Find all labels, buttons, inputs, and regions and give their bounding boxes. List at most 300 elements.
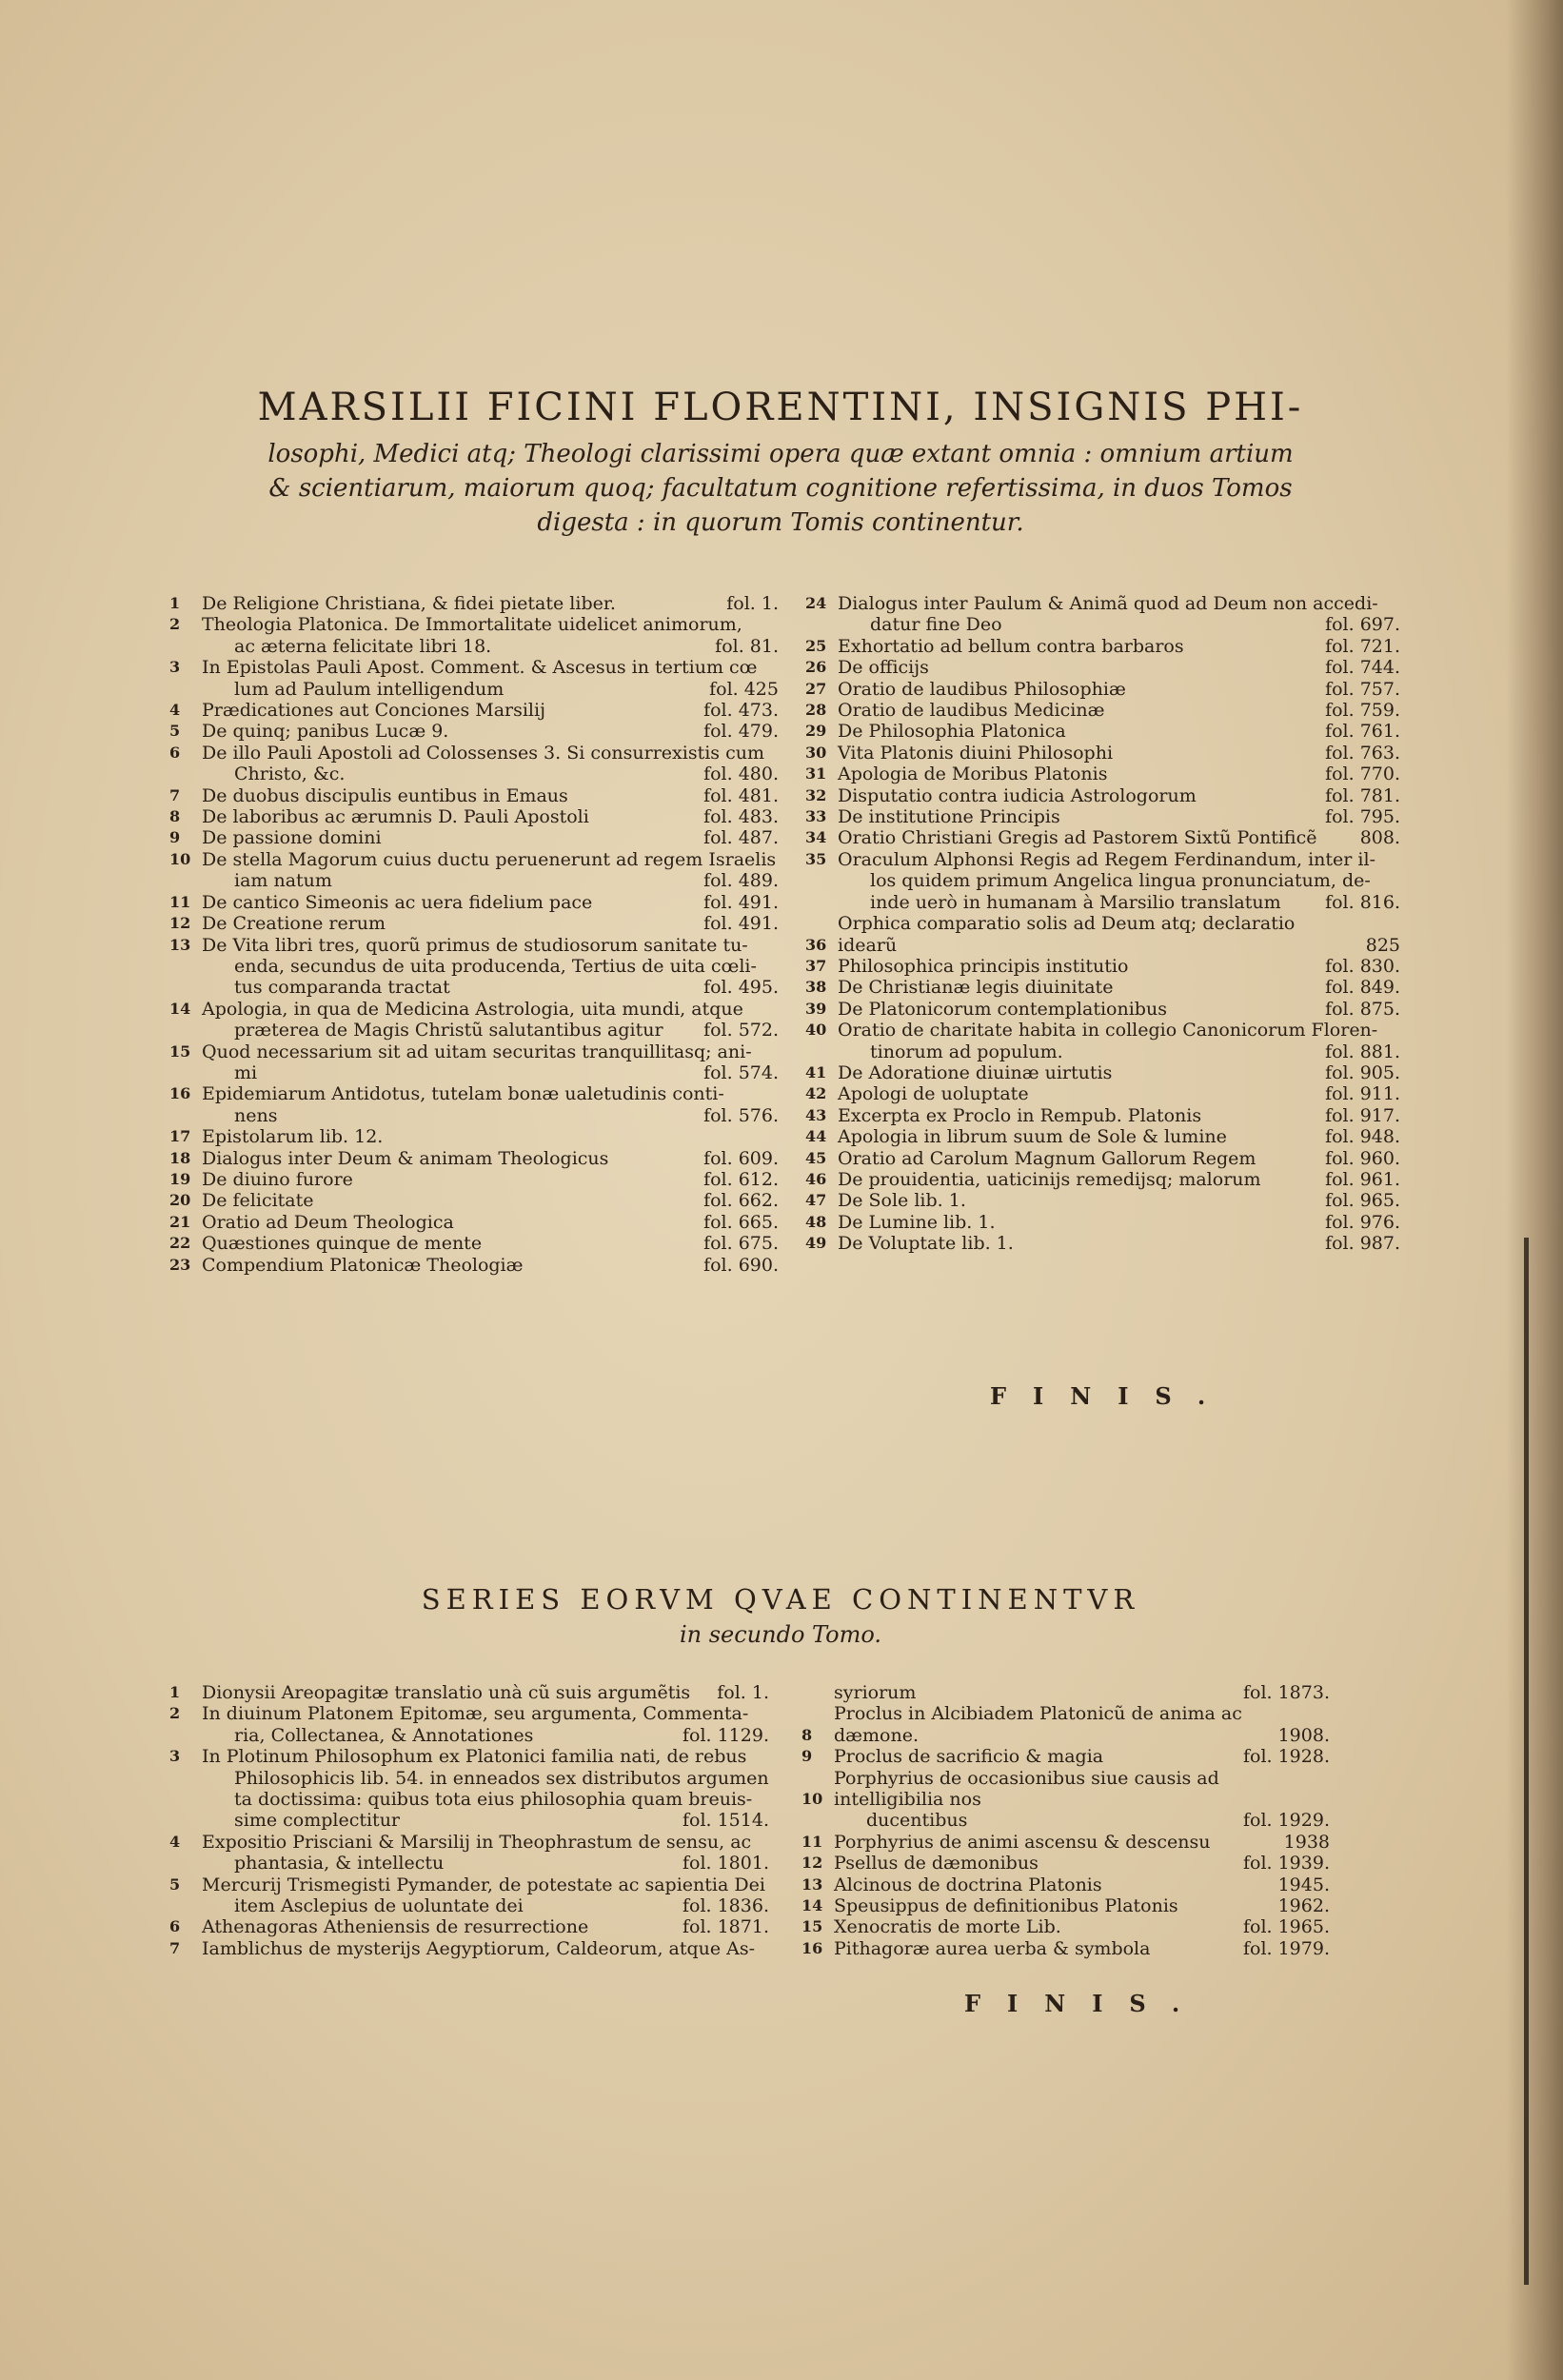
toc-entry [169, 1126, 779, 1147]
toc-entry [169, 1703, 769, 1746]
toc-entry-line [169, 679, 779, 700]
entry-number: 10 [801, 1790, 823, 1809]
toc-entry-line [801, 1895, 1330, 1916]
entry-title: syriorum [834, 1682, 917, 1703]
toc-entry-line [169, 1083, 779, 1104]
toc-entry-line [805, 956, 1400, 977]
toc-entry-line [805, 1083, 1400, 1104]
toc-entry-line [805, 1041, 1400, 1062]
toc-entry-line [805, 913, 1400, 956]
entry-title: Theologia Platonica. De Immortalitate uidelicet animorum, [202, 614, 742, 636]
entry-folio: fol. 759. [1325, 700, 1400, 722]
entry-title: Pithagoræ aurea uerba & symbola [834, 1937, 1151, 1959]
entry-folio: fol. 965. [1325, 1190, 1400, 1212]
toc-entry [801, 1853, 1330, 1874]
toc-entry [169, 721, 779, 742]
entry-folio: fol. 781. [1325, 784, 1400, 806]
entry-number: 27 [805, 679, 827, 698]
entry-number: 41 [805, 1062, 827, 1081]
entry-number: 28 [805, 701, 827, 720]
entry-title: Orphica comparatio solis ad Deum atq; declaratio idearũ [838, 913, 1296, 956]
toc-entry [169, 1874, 769, 1917]
toc-entry [805, 806, 1400, 827]
entry-folio: fol. 961. [1325, 1168, 1400, 1190]
toc-entry [805, 827, 1400, 848]
entry-number: 36 [805, 935, 827, 954]
toc-entry [801, 1938, 1330, 1959]
entry-folio: fol. 483. [703, 806, 779, 828]
entry-title: Philosophicis lib. 54. in enneados sex distributos argumen [234, 1767, 769, 1789]
entry-number: 3 [169, 658, 181, 677]
entry-title: inde uerò in humanam à Marsilio translatum [870, 891, 1281, 913]
toc-entry [805, 1105, 1400, 1126]
entry-number: 7 [169, 1938, 181, 1957]
entry-title: Epistolarum lib. 12. [202, 1126, 384, 1148]
entry-title: Iamblichus de mysterijs Aegyptiorum, Caldeorum, atque As- [202, 1937, 756, 1959]
entry-folio: fol. 1801. [682, 1853, 769, 1874]
toc-entry-line [805, 785, 1400, 806]
toc-entry-line [169, 721, 779, 742]
entry-folio: fol. 665. [703, 1211, 779, 1233]
toc-entry-line [169, 956, 779, 977]
toc-entry-line [805, 999, 1400, 1020]
toc-entry [169, 700, 779, 721]
entry-folio: fol. 662. [703, 1190, 779, 1212]
page-title: MARSILII FICINI FLORENTINI, INSIGNIS PHI- [257, 386, 1304, 429]
toc-entry-line [169, 636, 779, 657]
entry-number: 49 [805, 1234, 827, 1253]
toc-entry [805, 593, 1400, 636]
toc-entry [805, 1233, 1400, 1254]
entry-folio: fol. 830. [1325, 955, 1400, 977]
toc-entry-line [169, 913, 779, 934]
entry-title: Athenagoras Atheniensis de resurrectione [202, 1916, 589, 1938]
toc-entry-line [169, 1746, 769, 1767]
toc-entry-line [169, 1041, 779, 1062]
toc-entry-line [169, 1105, 779, 1126]
toc-entry-line [801, 1682, 1330, 1703]
toc-entry [805, 700, 1400, 721]
entry-number: 35 [805, 849, 827, 868]
toc-entry-line [805, 870, 1400, 891]
series-subtitle: in secundo Tomo. [679, 1621, 882, 1648]
entry-folio: fol. 795. [1325, 806, 1400, 828]
toc-entry [805, 1083, 1400, 1104]
entry-number: 46 [805, 1169, 827, 1188]
entry-folio: fol. 763. [1325, 742, 1400, 764]
toc-entry-line [169, 827, 779, 848]
toc-entry-line [805, 743, 1400, 764]
finis-marker-1: FINIS. [990, 1382, 1233, 1410]
entry-folio: fol. 761. [1325, 721, 1400, 743]
toc-entry [169, 935, 779, 999]
entry-folio: fol. 1979. [1242, 1937, 1330, 1959]
entry-folio: 1938 [1283, 1831, 1330, 1853]
entry-folio: 808. [1359, 827, 1400, 849]
entry-title: Porphyrius de occasionibus siue causis ad intelligibilia nos [834, 1767, 1219, 1811]
toc-entry-line [169, 743, 779, 764]
toc-entry-line [169, 1768, 769, 1789]
toc-entry-line [169, 1212, 779, 1233]
entry-number: 3 [169, 1747, 181, 1766]
entry-folio: fol. 480. [703, 764, 779, 785]
toc-entry-line [169, 764, 779, 784]
entry-number: 17 [169, 1127, 191, 1146]
entry-number: 11 [801, 1832, 823, 1851]
entry-number: 4 [169, 1832, 181, 1851]
entry-title: De Philosophia Platonica [838, 721, 1066, 743]
toc-entry [801, 1703, 1330, 1746]
entry-folio: fol. 690. [703, 1254, 779, 1276]
entry-folio: fol. 1871. [682, 1916, 769, 1938]
entry-title: Porphyrius de animi ascensu & descensu [834, 1831, 1211, 1853]
entry-number: 5 [169, 1874, 181, 1894]
toc-entry [805, 679, 1400, 700]
toc-entry-line [169, 1126, 779, 1147]
entry-folio: fol. 1. [717, 1682, 769, 1703]
entry-title: Apologia in librum suum de Sole & lumine [838, 1126, 1227, 1148]
entry-title: Oratio ad Carolum Magnum Gallorum Regem [838, 1147, 1256, 1169]
toc-entry [805, 1212, 1400, 1233]
entry-folio: fol. 816. [1325, 891, 1400, 913]
entry-number: 1 [169, 1683, 181, 1701]
entry-title: mi [234, 1061, 258, 1083]
toc-entry-line [805, 593, 1400, 614]
entry-folio: fol. 905. [1325, 1061, 1400, 1083]
binding-edge [1524, 1238, 1529, 2285]
entry-number: 40 [805, 1021, 827, 1040]
toc-entry [169, 913, 779, 934]
toc-entry [169, 827, 779, 848]
entry-number: 8 [169, 807, 181, 826]
entry-number: 2 [169, 615, 181, 634]
toc-entry [805, 1126, 1400, 1147]
entry-title: tinorum ad populum. [870, 1041, 1063, 1062]
toc-entry-line [169, 1789, 769, 1810]
toc-entry-line [805, 614, 1400, 635]
finis-marker-2: FINIS. [964, 1990, 1207, 2017]
entry-title: Apologia, in qua de Medicina Astrologia, uita mundi, atque [202, 998, 743, 1020]
entry-title: Proclus in Alcibiadem Platonicũ de anima ac dæmone. [834, 1703, 1242, 1746]
entry-title: De passione domini [202, 827, 382, 849]
toc-entry [169, 657, 779, 700]
entry-folio: fol. 495. [703, 977, 779, 999]
book-spine-shadow [1506, 0, 1563, 2380]
entry-folio: fol. 481. [703, 784, 779, 806]
entry-number: 14 [169, 999, 191, 1018]
entry-title: Epidemiarum Antidotus, tutelam bonæ ualetudinis conti- [202, 1083, 724, 1105]
toc-entry [169, 614, 779, 657]
entry-title: Disputatio contra iudicia Astrologorum [838, 784, 1197, 806]
entry-folio: fol. 1129. [682, 1724, 769, 1746]
toc-entry-line [169, 1725, 769, 1746]
toc-entry [169, 1148, 779, 1169]
toc-entry-line [169, 1703, 769, 1724]
entry-number: 14 [801, 1896, 823, 1915]
entry-title: Exhortatio ad bellum contra barbaros [838, 635, 1184, 657]
toc-entry [169, 1212, 779, 1233]
entry-title: Compendium Platonicæ Theologiæ [202, 1254, 524, 1276]
entry-number: 11 [169, 892, 191, 911]
entry-title: Oratio de laudibus Medicinæ [838, 700, 1105, 722]
series-header [190, 1583, 1371, 1648]
toc-entry-line [169, 999, 779, 1020]
entry-number: 29 [805, 722, 827, 741]
page-subtitle: losophi, Medici atq; Theologi clarissimi opera quæ extant omnia : omnium artium & scientiarum, maiorum quoq; facultatum cognitione refertissima, in duos Tomos digesta : in quorum Tomis continentur. [267, 440, 1294, 537]
toc-entry [801, 1682, 1330, 1703]
toc-entry [169, 1083, 779, 1126]
toc-entry [801, 1895, 1330, 1916]
toc-entry [169, 1169, 779, 1190]
entry-number: 19 [169, 1169, 191, 1188]
toc-entry-line [169, 1853, 769, 1874]
entry-number: 39 [805, 999, 827, 1018]
entry-title: De Voluptate lib. 1. [838, 1233, 1014, 1255]
toc-entry-line [169, 785, 779, 806]
entry-title: Dialogus inter Paulum & Animã quod ad Deum non accedi- [838, 593, 1378, 614]
entry-number: 42 [805, 1084, 827, 1103]
entry-title: Prædicationes aut Conciones Marsilij [202, 700, 545, 722]
toc-entry [169, 785, 779, 806]
toc-entry-line [801, 1916, 1330, 1937]
toc-entry [805, 913, 1400, 956]
entry-folio: fol. 1939. [1242, 1853, 1330, 1874]
toc-entry [801, 1874, 1330, 1895]
entry-title: item Asclepius de uoluntate dei [234, 1895, 524, 1917]
entry-folio: fol. 744. [1325, 657, 1400, 679]
toc-entry-line [801, 1832, 1330, 1853]
entry-folio: fol. 770. [1325, 764, 1400, 785]
toc-entry-line [805, 700, 1400, 721]
entry-folio: fol. 1965. [1242, 1916, 1330, 1938]
entry-number: 33 [805, 807, 827, 826]
entry-title: Oraculum Alphonsi Regis ad Regem Ferdinandum, inter il- [838, 848, 1375, 870]
entry-title: ta doctissima: quibus tota eius philosophia quam breuis- [234, 1789, 753, 1811]
toc-entry [169, 593, 779, 614]
entry-folio: fol. 491. [703, 891, 779, 913]
entry-number: 22 [169, 1234, 191, 1253]
entry-number: 13 [801, 1874, 823, 1894]
entry-folio: fol. 1873. [1242, 1682, 1330, 1703]
toc-entry-line [805, 977, 1400, 998]
entry-number: 6 [169, 1917, 181, 1936]
entry-number: 21 [169, 1212, 191, 1231]
entry-number: 9 [169, 828, 181, 847]
toc-entry [805, 1148, 1400, 1169]
entry-title: los quidem primum Angelica lingua pronunciatum, de- [870, 870, 1371, 892]
entry-title: Dionysii Areopagitæ translatio unà cũ suis argumẽtis [202, 1682, 691, 1703]
entry-folio: fol. 948. [1325, 1126, 1400, 1148]
entry-title: Proclus de sacrificio & magia [834, 1746, 1104, 1768]
entry-number: 20 [169, 1191, 191, 1210]
entry-title: De laboribus ac ærumnis D. Pauli Apostoli [202, 806, 589, 828]
entry-title: De Creatione rerum [202, 913, 386, 935]
entry-number: 44 [805, 1127, 827, 1146]
entry-title: Expositio Prisciani & Marsilij in Theophrastum de sensu, ac [202, 1831, 752, 1853]
tomus1-right-column [805, 593, 1400, 1255]
entry-folio: 1945. [1277, 1874, 1330, 1895]
entry-number: 15 [801, 1917, 823, 1936]
toc-entry-line [169, 657, 779, 678]
toc-entry-line [169, 1938, 769, 1959]
toc-entry-line [805, 1105, 1400, 1126]
toc-entry [169, 999, 779, 1041]
toc-entry-line [169, 892, 779, 913]
entry-folio: fol. 987. [1325, 1233, 1400, 1255]
entry-number: 38 [805, 978, 827, 997]
entry-number: 24 [805, 594, 827, 612]
entry-folio: fol. 757. [1325, 678, 1400, 700]
tomus1-left-column [169, 593, 779, 1276]
entry-folio: fol. 1929. [1242, 1810, 1330, 1832]
toc-entry [169, 1746, 769, 1832]
entry-folio: fol. 1514. [682, 1810, 769, 1832]
toc-entry-line [805, 1126, 1400, 1147]
entry-number: 32 [805, 785, 827, 804]
entry-title: De Religione Christiana, & fidei pietate liber. [202, 593, 616, 614]
toc-entry-line [169, 1874, 769, 1895]
entry-title: Oratio de charitate habita in collegio Canonicorum Floren- [838, 1020, 1378, 1041]
entry-folio: fol. 911. [1325, 1083, 1400, 1105]
entry-title: De cantico Simeonis ac uera fidelium pace [202, 891, 593, 913]
toc-entry [169, 1938, 769, 1959]
entry-title: De officijs [838, 657, 929, 679]
entry-title: Apologia de Moribus Platonis [838, 764, 1108, 785]
entry-folio: fol. 489. [703, 870, 779, 892]
entry-folio: fol. 487. [703, 827, 779, 849]
toc-entry-line [805, 764, 1400, 784]
toc-entry-line [805, 657, 1400, 678]
toc-entry-line [805, 827, 1400, 848]
entry-folio: 825 [1365, 934, 1400, 956]
toc-entry-line [805, 679, 1400, 700]
toc-entry-line [805, 1233, 1400, 1254]
toc-entry-line [801, 1703, 1330, 1746]
entry-number: 5 [169, 722, 181, 741]
entry-number: 2 [169, 1704, 181, 1723]
toc-entry-line [805, 1169, 1400, 1190]
toc-entry [805, 977, 1400, 998]
toc-entry-line [169, 806, 779, 827]
entry-title: enda, secundus de uita producenda, Tertius de uita cœli- [234, 955, 757, 977]
entry-title: lum ad Paulum intelligendum [234, 678, 505, 700]
entry-folio: fol. 875. [1325, 998, 1400, 1020]
entry-title: phantasia, & intellectu [234, 1853, 445, 1874]
entry-title: Alcinous de doctrina Platonis [834, 1874, 1102, 1895]
toc-entry [169, 1041, 779, 1084]
toc-entry [169, 1916, 769, 1937]
toc-entry-line [801, 1810, 1330, 1831]
toc-entry-line [169, 1169, 779, 1190]
toc-entry-line [169, 1062, 779, 1083]
entry-number: 18 [169, 1148, 191, 1167]
entry-title: ac æterna felicitate libri 18. [234, 635, 492, 657]
entry-folio: fol. 881. [1325, 1041, 1400, 1062]
entry-title: Vita Platonis diuini Philosophi [838, 742, 1114, 764]
entry-number: 15 [169, 1041, 191, 1061]
toc-entry [801, 1832, 1330, 1853]
entry-number: 9 [801, 1747, 813, 1766]
toc-entry [801, 1746, 1330, 1767]
entry-number: 4 [169, 701, 181, 720]
entry-title: De Platonicorum contemplationibus [838, 998, 1167, 1020]
toc-entry [169, 743, 779, 785]
entry-folio: fol. 1836. [682, 1895, 769, 1917]
toc-entry-line [169, 935, 779, 956]
toc-entry [169, 1682, 769, 1703]
toc-entry-line [169, 849, 779, 870]
toc-entry-line [805, 892, 1400, 913]
entry-title: Quod necessarium sit ad uitam securitas tranquillitasq; ani- [202, 1041, 752, 1062]
toc-entry-line [805, 1190, 1400, 1211]
toc-entry [805, 764, 1400, 784]
toc-entry-line [801, 1874, 1330, 1895]
toc-entry-line [169, 593, 779, 614]
entry-title: De Lumine lib. 1. [838, 1211, 996, 1233]
entry-folio: 1962. [1277, 1895, 1330, 1917]
entry-title: De institutione Principis [838, 806, 1060, 828]
toc-entry-line [169, 977, 779, 998]
toc-entry-line [805, 636, 1400, 657]
toc-entry-line [801, 1768, 1330, 1811]
entry-title: De diuino furore [202, 1168, 353, 1190]
entry-title: Philosophica principis institutio [838, 955, 1129, 977]
toc-entry-line [169, 1895, 769, 1916]
tomus2-left-column [169, 1682, 769, 1959]
entry-title: De duobus discipulis euntibus in Emaus [202, 784, 568, 806]
toc-entry-line [169, 700, 779, 721]
toc-entry [169, 1255, 779, 1276]
toc-entry-line [805, 806, 1400, 827]
entry-folio: fol. 473. [703, 700, 779, 722]
toc-entry-line [169, 1255, 779, 1276]
entry-title: Psellus de dæmonibus [834, 1853, 1039, 1874]
toc-entry-line [805, 1020, 1400, 1041]
entry-folio: fol. 675. [703, 1233, 779, 1255]
entry-title: De felicitate [202, 1190, 314, 1212]
entry-title: De Adoratione diuinæ uirtutis [838, 1061, 1113, 1083]
toc-entry [169, 849, 779, 892]
entry-folio: fol. 479. [703, 721, 779, 743]
entry-number: 8 [801, 1725, 813, 1744]
toc-entry [805, 636, 1400, 657]
entry-folio: fol. 491. [703, 913, 779, 935]
toc-entry-line [169, 614, 779, 635]
entry-title: datur fine Deo [870, 614, 1002, 636]
entry-number: 7 [169, 785, 181, 804]
toc-entry-line [169, 1148, 779, 1169]
toc-entry-line [169, 1810, 769, 1831]
entry-folio: fol. 612. [703, 1168, 779, 1190]
entry-title: Apologi de uoluptate [838, 1083, 1029, 1105]
entry-folio: 1908. [1277, 1724, 1330, 1746]
entry-title: Oratio de laudibus Philosophiæ [838, 678, 1126, 700]
entry-title: De prouidentia, uaticinijs remedijsq; malorum [838, 1168, 1261, 1190]
toc-entry [169, 1190, 779, 1211]
entry-title: Xenocratis de morte Lib. [834, 1916, 1061, 1938]
entry-number: 23 [169, 1255, 191, 1274]
toc-entry-line [169, 1682, 769, 1703]
toc-entry-line [801, 1853, 1330, 1874]
entry-number: 12 [801, 1854, 823, 1873]
series-title: SERIES EORVM QVAE CONTINENTVR [421, 1583, 1140, 1616]
entry-number: 31 [805, 764, 827, 783]
toc-entry-line [169, 870, 779, 891]
toc-entry-line [169, 1020, 779, 1041]
entry-title: De Christianæ legis diuinitate [838, 977, 1114, 999]
toc-entry [805, 785, 1400, 806]
toc-entry-line [801, 1938, 1330, 1959]
